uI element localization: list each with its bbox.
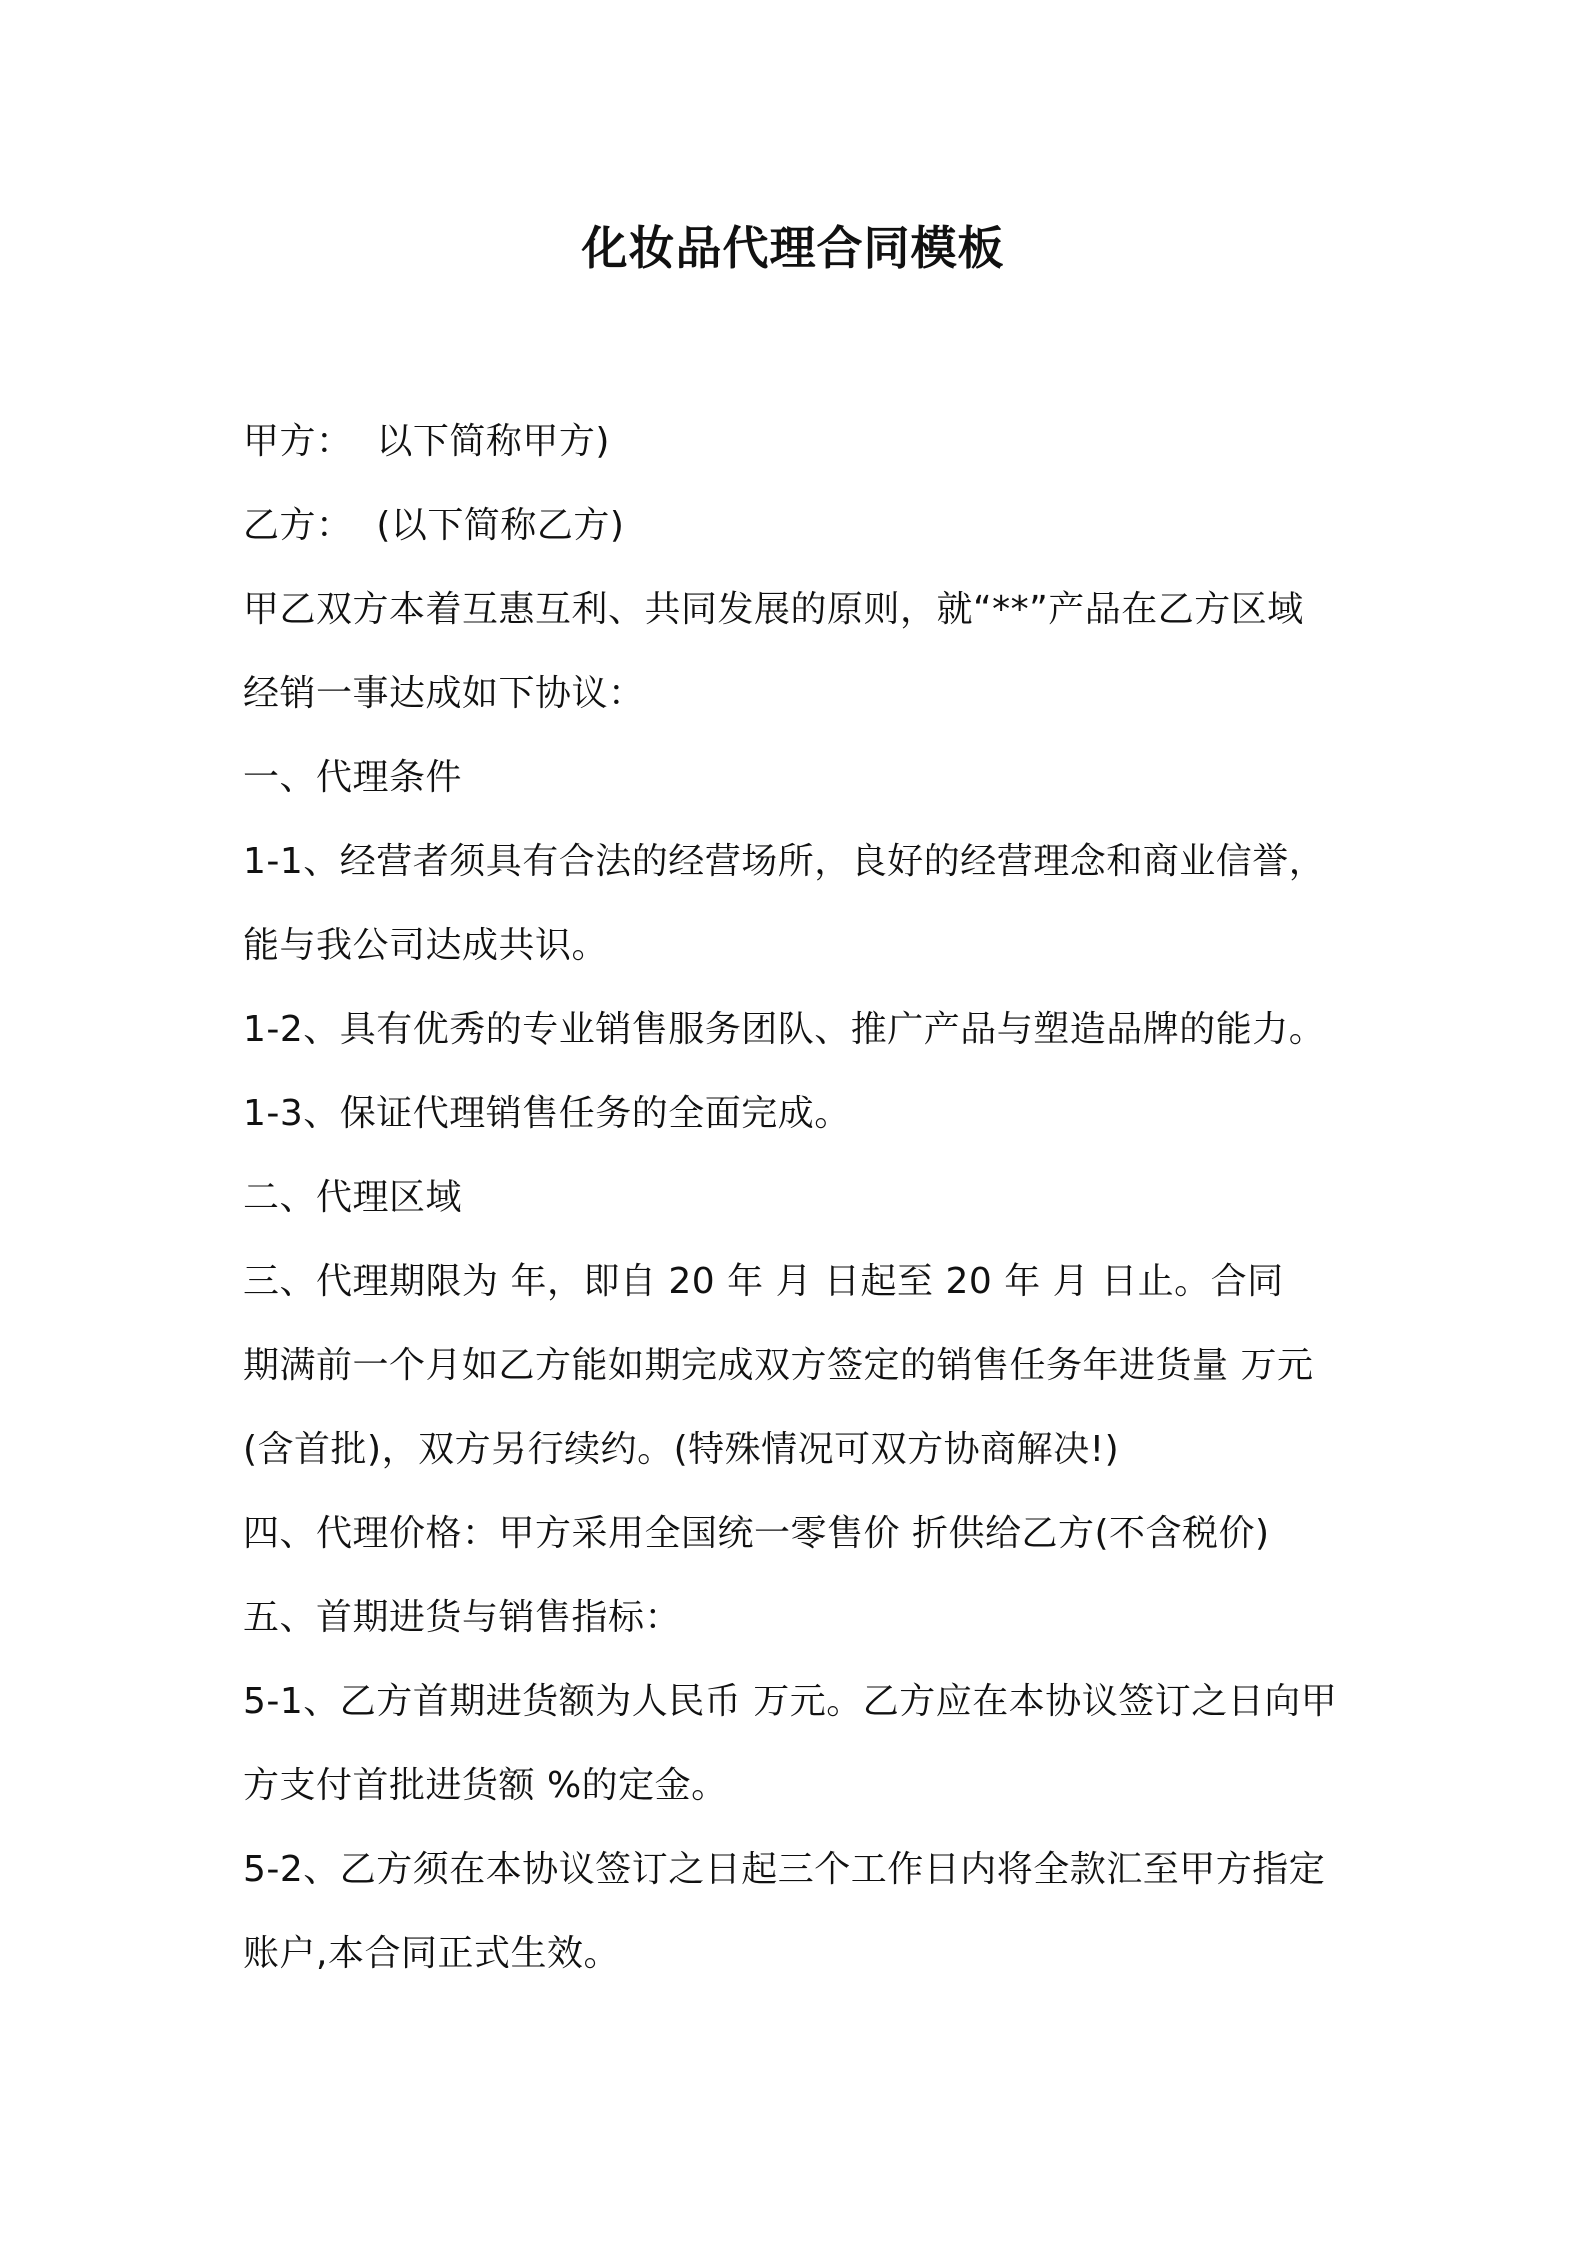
section-heading-initial-purchase: 五、首期进货与销售指标： — [243, 1597, 682, 1638]
clause-1-1-line-1: 1-1、经营者须具有合法的经营场所，良好的经营理念和商业信誉， — [243, 841, 1326, 882]
clause-1-3: 1-3、保证代理销售任务的全面完成。 — [243, 1093, 851, 1134]
section-agency-term-line-1: 三、代理期限为 年，即自 20 年 月 日起至 20 年 月 日止。合同 — [243, 1261, 1284, 1302]
section-agency-price: 四、代理价格：甲方采用全国统一零售价 折供给乙方(不含税价) — [243, 1513, 1270, 1554]
party-a-line: 甲方： 以下简称甲方) — [243, 421, 610, 462]
preamble-line-1: 甲乙双方本着互惠互利、共同发展的原则，就“**”产品在乙方区域 — [243, 589, 1304, 630]
clause-1-1-line-2: 能与我公司达成共识。 — [243, 925, 609, 966]
clause-5-1-line-2: 方支付首批进货额 %的定金。 — [243, 1765, 728, 1806]
clause-5-2-line-1: 5-2、乙方须在本协议签订之日起三个工作日内将全款汇至甲方指定 — [243, 1849, 1326, 1890]
document-body — [243, 400, 1363, 1996]
section-agency-term-line-3: (含首批)，双方另行续约。(特殊情况可双方协商解决!) — [243, 1429, 1120, 1470]
document-title: 化妆品代理合同模板 — [581, 221, 1005, 275]
section-heading-agency-conditions: 一、代理条件 — [243, 757, 463, 798]
preamble-line-2: 经销一事达成如下协议： — [243, 673, 645, 714]
party-b-line: 乙方： (以下简称乙方) — [243, 505, 625, 546]
clause-5-2-line-2: 账户,本合同正式生效。 — [243, 1933, 620, 1974]
clause-5-1-line-1: 5-1、乙方首期进货额为人民币 万元。乙方应在本协议签订之日向甲 — [243, 1681, 1338, 1722]
section-heading-agency-region: 二、代理区域 — [243, 1177, 463, 1218]
section-agency-term-line-2: 期满前一个月如乙方能如期完成双方签定的销售任务年进货量 万元 — [243, 1345, 1314, 1386]
clause-1-2: 1-2、具有优秀的专业销售服务团队、推广产品与塑造品牌的能力。 — [243, 1009, 1326, 1050]
